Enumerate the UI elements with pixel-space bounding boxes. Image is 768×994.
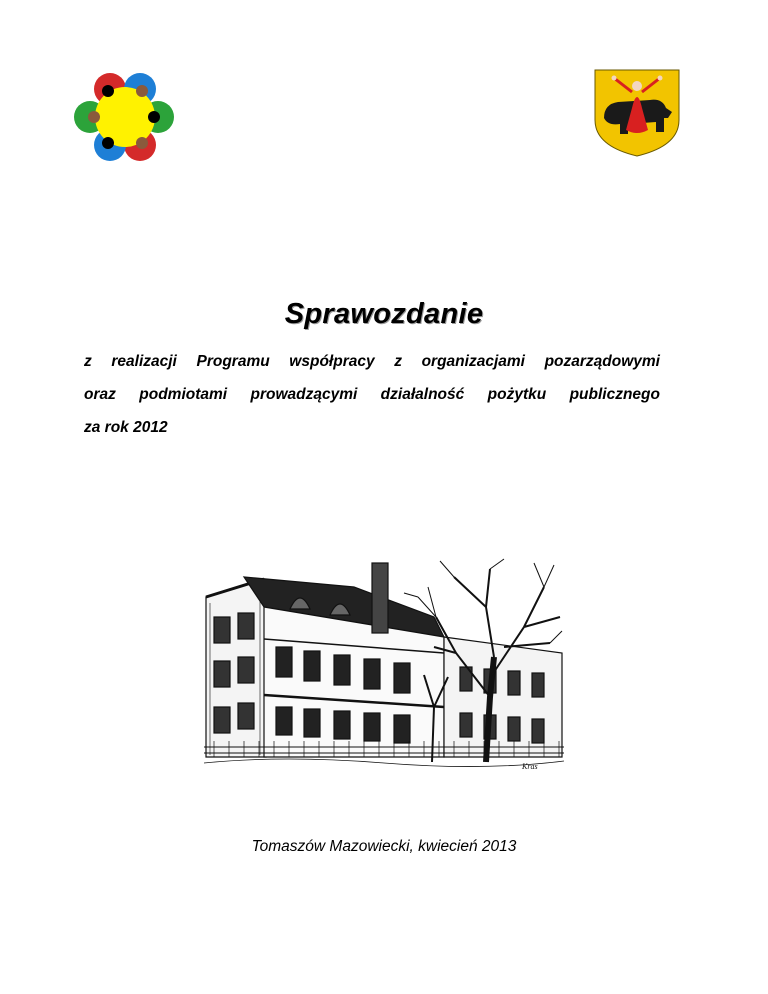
place-and-date: Tomaszów Mazowiecki, kwiecień 2013 xyxy=(251,838,517,855)
subtitle-line-2: oraz podmiotami prowadzącymi działalność pożytku publicznego xyxy=(84,386,660,403)
document-subtitle xyxy=(84,345,660,444)
subtitle-line-1: z realizacji Programu współpracy z organizacjami pozarządowymi xyxy=(84,353,660,370)
subtitle-line-3: za rok 2012 xyxy=(84,419,168,436)
tomaszow-coat-of-arms-icon xyxy=(592,68,682,158)
ngo-flower-logo-icon xyxy=(70,72,180,162)
drawing-signature: Kras xyxy=(522,762,538,771)
building-drawing-image xyxy=(204,557,564,772)
document-title: Sprawozdanie xyxy=(284,298,484,330)
